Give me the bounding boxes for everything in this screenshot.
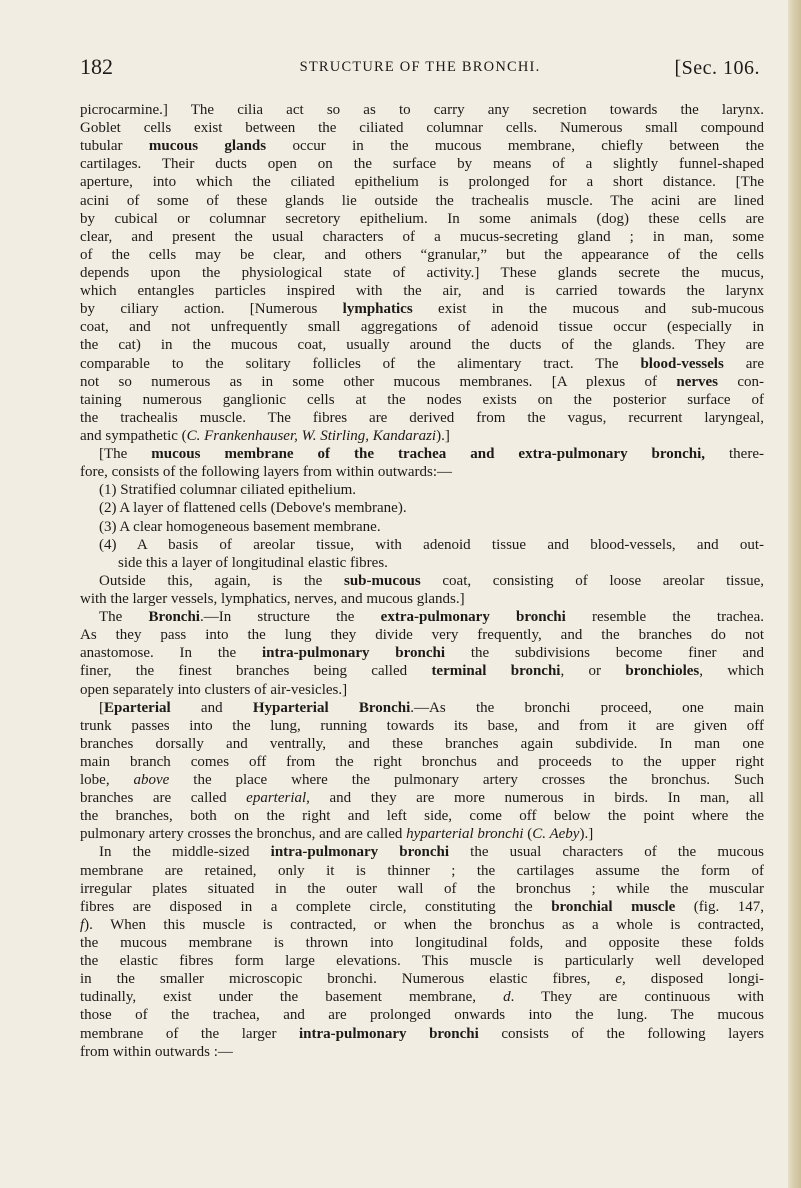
text-run: ).] [579, 826, 594, 843]
text-line [80, 155, 764, 173]
text-run: coat, consisting of loose areolar tissue, [420, 572, 764, 589]
text-line [80, 499, 764, 517]
section-number: [Sec. 106. [674, 57, 760, 79]
running-title: STRUCTURE OF THE BRONCHI. [299, 59, 541, 75]
text-line [80, 880, 764, 898]
text-line [80, 862, 764, 880]
text-line [80, 463, 764, 481]
text-line [80, 717, 764, 735]
text-run: cartilages. Their ducts open on the surface by means of a slightly funnel-shaped [80, 156, 764, 173]
text-run: . They are continuous with [510, 989, 764, 1006]
text-run: terminal bronchi [431, 663, 561, 680]
text-run: and sympathetic ( [80, 427, 187, 444]
text-run: and [170, 699, 253, 716]
text-run: side this a layer of longitudinal elastic fibres. [118, 554, 388, 571]
text-run: tudinally, exist under the basement membrane, [80, 989, 504, 1006]
text-run: bronchial muscle [551, 898, 676, 915]
text-run: branches dorsally and ventrally, and these branches again subdivide. In man one [80, 735, 764, 752]
text-run: (fig. 147, [675, 898, 764, 915]
text-run: resemble the trachea. [565, 609, 764, 626]
text-run: the branches, both on the right and left side, come off below the point where the [80, 808, 764, 825]
text-run: exist in the mucous and sub-mucous [412, 301, 764, 318]
text-run: by ciliary action. [Numerous [80, 301, 343, 318]
text-run: main branch comes off from the right bronchus and proceeds to the upper right [80, 753, 764, 770]
text-run: (2) A layer of flattened cells (Debove's membrane). [99, 500, 407, 517]
text-run: of the cells may be clear, and others “granular,” but the appearance of the cells [80, 246, 764, 263]
text-run: , which [699, 663, 764, 680]
text-line [80, 608, 764, 626]
text-line [80, 101, 764, 119]
text-run: con- [718, 373, 764, 390]
text-run: (4) A basis of areolar tissue, with adenoid tissue and blood-vessels, and out- [99, 536, 764, 553]
text-run: sub-mucous [344, 572, 421, 589]
text-run: membrane of the larger [80, 1025, 300, 1042]
text-run: , disposed longi- [622, 971, 764, 988]
text-run: clear, and present the usual characters of a mucus-secreting gland ; in man, some [80, 228, 764, 245]
page-number: 182 [80, 54, 113, 79]
text-run: finer, the finest branches being called [80, 663, 432, 680]
text-run: eparterial [246, 790, 307, 807]
text-run: irregular plates situated in the outer wall of the bronchus ; while the muscular [80, 880, 764, 897]
text-line [80, 934, 764, 952]
text-run: e [615, 971, 622, 988]
text-line [80, 264, 764, 282]
text-line [80, 699, 764, 717]
text-line [80, 355, 764, 373]
text-run: from within outwards :— [80, 1043, 233, 1060]
text-line [80, 898, 764, 916]
text-run: the place where the pulmonary artery crosses the bronchus. Such [169, 772, 764, 789]
text-run: .—As the bronchi proceed, one main [410, 699, 764, 716]
text-line [80, 771, 764, 789]
text-run: trunk passes into the lung, running towards its base, and from it are given off [80, 717, 764, 734]
text-run: taining numerous ganglionic cells at the nodes exists on the posterior surface of [80, 391, 764, 408]
text-line [80, 916, 764, 934]
text-line [80, 753, 764, 771]
text-run: picrocarmine.] The cilia act so as to carry any secretion towards the larynx. [80, 102, 764, 118]
text-run: aperture, into which the ciliated epithelium is prolonged for a short distance. [The [80, 174, 764, 191]
text-line [80, 445, 764, 463]
text-run: In the middle-sized [99, 844, 271, 861]
text-run: fibres are disposed in a complete circle, constituting the [80, 898, 552, 915]
text-run: with the larger vessels, lymphatics, nerves, and mucous glands.] [80, 590, 465, 607]
text-run: hyparterial bronchi [406, 826, 524, 843]
text-line [80, 681, 764, 699]
text-run: intra-pulmonary bronchi [299, 1025, 479, 1042]
text-run: , and they are more numerous in birds. In man, all [306, 790, 764, 807]
text-line [80, 807, 764, 825]
text-run: (1) Stratified columnar ciliated epithelium. [99, 482, 356, 499]
text-line [80, 318, 764, 336]
text-line [80, 192, 764, 210]
text-run: blood-vessels [640, 355, 724, 372]
text-line [80, 644, 764, 662]
text-run: mucous glands [148, 138, 267, 155]
text-run: bronchioles [625, 663, 700, 680]
text-run: Hyparterial Bronchi [252, 699, 411, 716]
text-run: consists of the following layers [478, 1025, 764, 1042]
text-run: extra-pulmonary bronchi [380, 609, 566, 626]
text-run: are [723, 355, 764, 372]
text-line [80, 554, 764, 572]
text-run: intra-pulmonary bronchi [261, 645, 446, 662]
text-line [80, 1006, 764, 1024]
text-run: coat, and not unfrequently small aggregations of adenoid tissue occur (especially in [80, 319, 764, 336]
text-line [80, 662, 764, 680]
text-line [80, 988, 764, 1006]
text-run: nerves [676, 373, 719, 390]
text-run: anastomose. In the [80, 645, 262, 662]
text-run: .—In structure the [199, 609, 381, 626]
text-run: tubular [80, 138, 149, 155]
text-run: the usual characters of the mucous [449, 844, 764, 861]
text-line [80, 228, 764, 246]
text-line [80, 970, 764, 988]
text-line [80, 536, 764, 554]
text-run: the elastic fibres form large elevations. This muscle is particularly well developed [80, 953, 764, 970]
text-run: the trachealis muscle. The fibres are derived from the vagus, recurrent laryngeal, [80, 409, 764, 426]
text-run: , or [560, 663, 626, 680]
text-run: membrane are retained, only it is thinner ; the cartilages assume the form of [80, 862, 764, 879]
page-edge [788, 0, 801, 1188]
text-run: The [99, 609, 149, 626]
text-line [80, 391, 764, 409]
text-line [80, 735, 764, 753]
text-line [80, 427, 764, 445]
text-line [80, 590, 764, 608]
text-run: lobe, [80, 772, 134, 789]
text-line [80, 282, 764, 300]
text-line [80, 626, 764, 644]
text-run: ).] [436, 427, 450, 444]
text-run: intra-pulmonary bronchi [270, 844, 450, 861]
text-run: those of the trachea, and are prolonged onwards into the lung. The mucous [80, 1007, 764, 1024]
text-line [80, 481, 764, 499]
text-line [80, 409, 764, 427]
text-run: f [80, 916, 85, 933]
text-run: above [133, 772, 170, 789]
text-run: by cubical or columnar secretory epithelium. In some animals (dog) these cells are [80, 210, 764, 227]
text-run: Bronchi [148, 609, 200, 626]
text-run: comparable to the solitary follicles of the alimentary tract. The [80, 355, 641, 372]
text-run: Outside this, again, is the [99, 572, 344, 589]
text-run: which entangles particles inspired with the air, and is carried towards the larynx [80, 283, 764, 300]
text-run: open separately into clusters of air-vesicles.] [80, 681, 348, 698]
text-run: depends upon the physiological state of activity.] These glands secrete the mucus, [80, 264, 764, 281]
text-run: the mucous membrane is thrown into longitudinal folds, and opposite these folds [80, 935, 764, 952]
body-text [80, 101, 764, 1061]
text-line [80, 789, 764, 807]
text-line [80, 825, 764, 843]
text-line [80, 246, 764, 264]
text-line [80, 1043, 764, 1061]
running-header [80, 54, 760, 84]
text-run: ). When this muscle is contracted, or when the bronchus as a whole is contracted, [84, 916, 764, 933]
text-line [80, 373, 764, 391]
text-line [80, 1025, 764, 1043]
text-run: ( [523, 826, 533, 843]
text-line [80, 843, 764, 861]
text-run: mucous membrane of the trachea and extra-pulmonary bronchi, [151, 446, 706, 463]
text-run: lymphatics [342, 301, 413, 318]
text-line [80, 210, 764, 228]
text-run: As they pass into the lung they divide very frequently, and the branches do not [80, 627, 764, 644]
text-line [80, 173, 764, 191]
text-line [80, 300, 764, 318]
text-run: branches are called [80, 790, 247, 807]
text-line [80, 572, 764, 590]
text-run: C. Frankenhauser, W. Stirling, Kandarazi [186, 427, 437, 444]
text-run: d [503, 989, 511, 1006]
text-line [80, 952, 764, 970]
text-run: Goblet cells exist between the ciliated columnar cells. Numerous small compound [80, 120, 764, 137]
text-run: [ [99, 699, 104, 716]
text-run: occur in the mucous membrane, chiefly between the [266, 138, 764, 155]
text-run: there- [705, 446, 764, 463]
text-run: in the smaller microscopic bronchi. Numerous elastic fibres, [80, 971, 616, 988]
text-run: C. Aeby [532, 826, 580, 843]
text-line [80, 518, 764, 536]
text-line [80, 137, 764, 155]
text-run: [The [99, 446, 152, 463]
text-run: fore, consists of the following layers from within outwards:— [80, 464, 453, 481]
text-line [80, 119, 764, 137]
text-run: Eparterial [104, 699, 171, 716]
text-run: not so numerous as in some other mucous membranes. [A plexus of [80, 373, 677, 390]
text-run: pulmonary artery crosses the bronchus, and are called [80, 826, 407, 843]
text-run: the cat) in the mucous coat, usually around the ducts of the glands. They are [80, 337, 764, 354]
text-run: acini of some of these glands lie outside the trachealis muscle. The acini are lined [80, 192, 764, 209]
text-run: the subdivisions become finer and [445, 645, 764, 662]
text-run: (3) A clear homogeneous basement membrane. [99, 518, 381, 535]
text-line [80, 336, 764, 354]
